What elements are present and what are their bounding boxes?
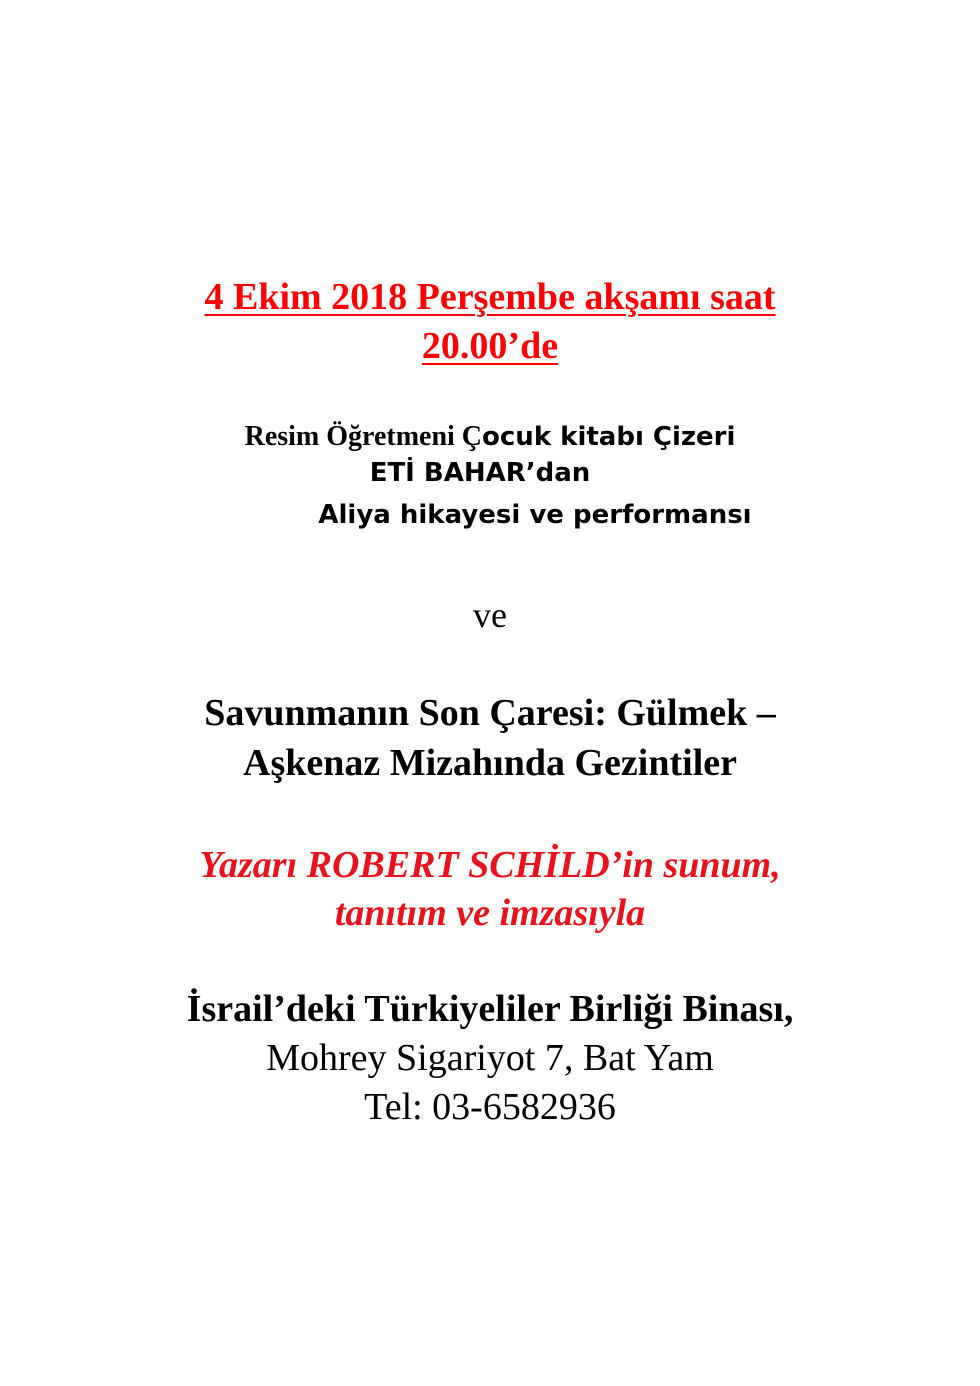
venue-phone: Tel: 03-6582936 — [364, 1086, 616, 1128]
performer-title-sans: ocuk kitabı Çizeri — [482, 422, 736, 452]
author-line-1: Yazarı ROBERT SCHİLD’in sunum, — [199, 844, 781, 886]
connector-text: ve — [473, 595, 507, 635]
performer-title — [0, 423, 980, 451]
venue-name: İsrail’deki Türkiyeliler Birliği Binası, — [186, 988, 794, 1030]
performer-name: ETİ BAHAR’dan — [369, 458, 591, 488]
venue-address: Mohrey Sigariyot 7, Bat Yam — [266, 1037, 714, 1079]
book-title-line-2: Aşkenaz Mizahında Gezintiler — [243, 742, 737, 784]
event-date-line-1: 4 Ekim 2018 Perşembe akşamı saat — [204, 276, 776, 318]
performer-title-serif: Resim Öğretmeni Ç — [244, 421, 483, 452]
author-line-2: tanıtım ve imzasıyla — [334, 892, 646, 934]
event-date-line-2: 20.00’de — [421, 325, 559, 367]
book-title-line-1: Savunmanın Son Çaresi: Gülmek – — [204, 692, 776, 734]
performance-title: Aliya hikayesi ve performansı — [318, 500, 752, 530]
